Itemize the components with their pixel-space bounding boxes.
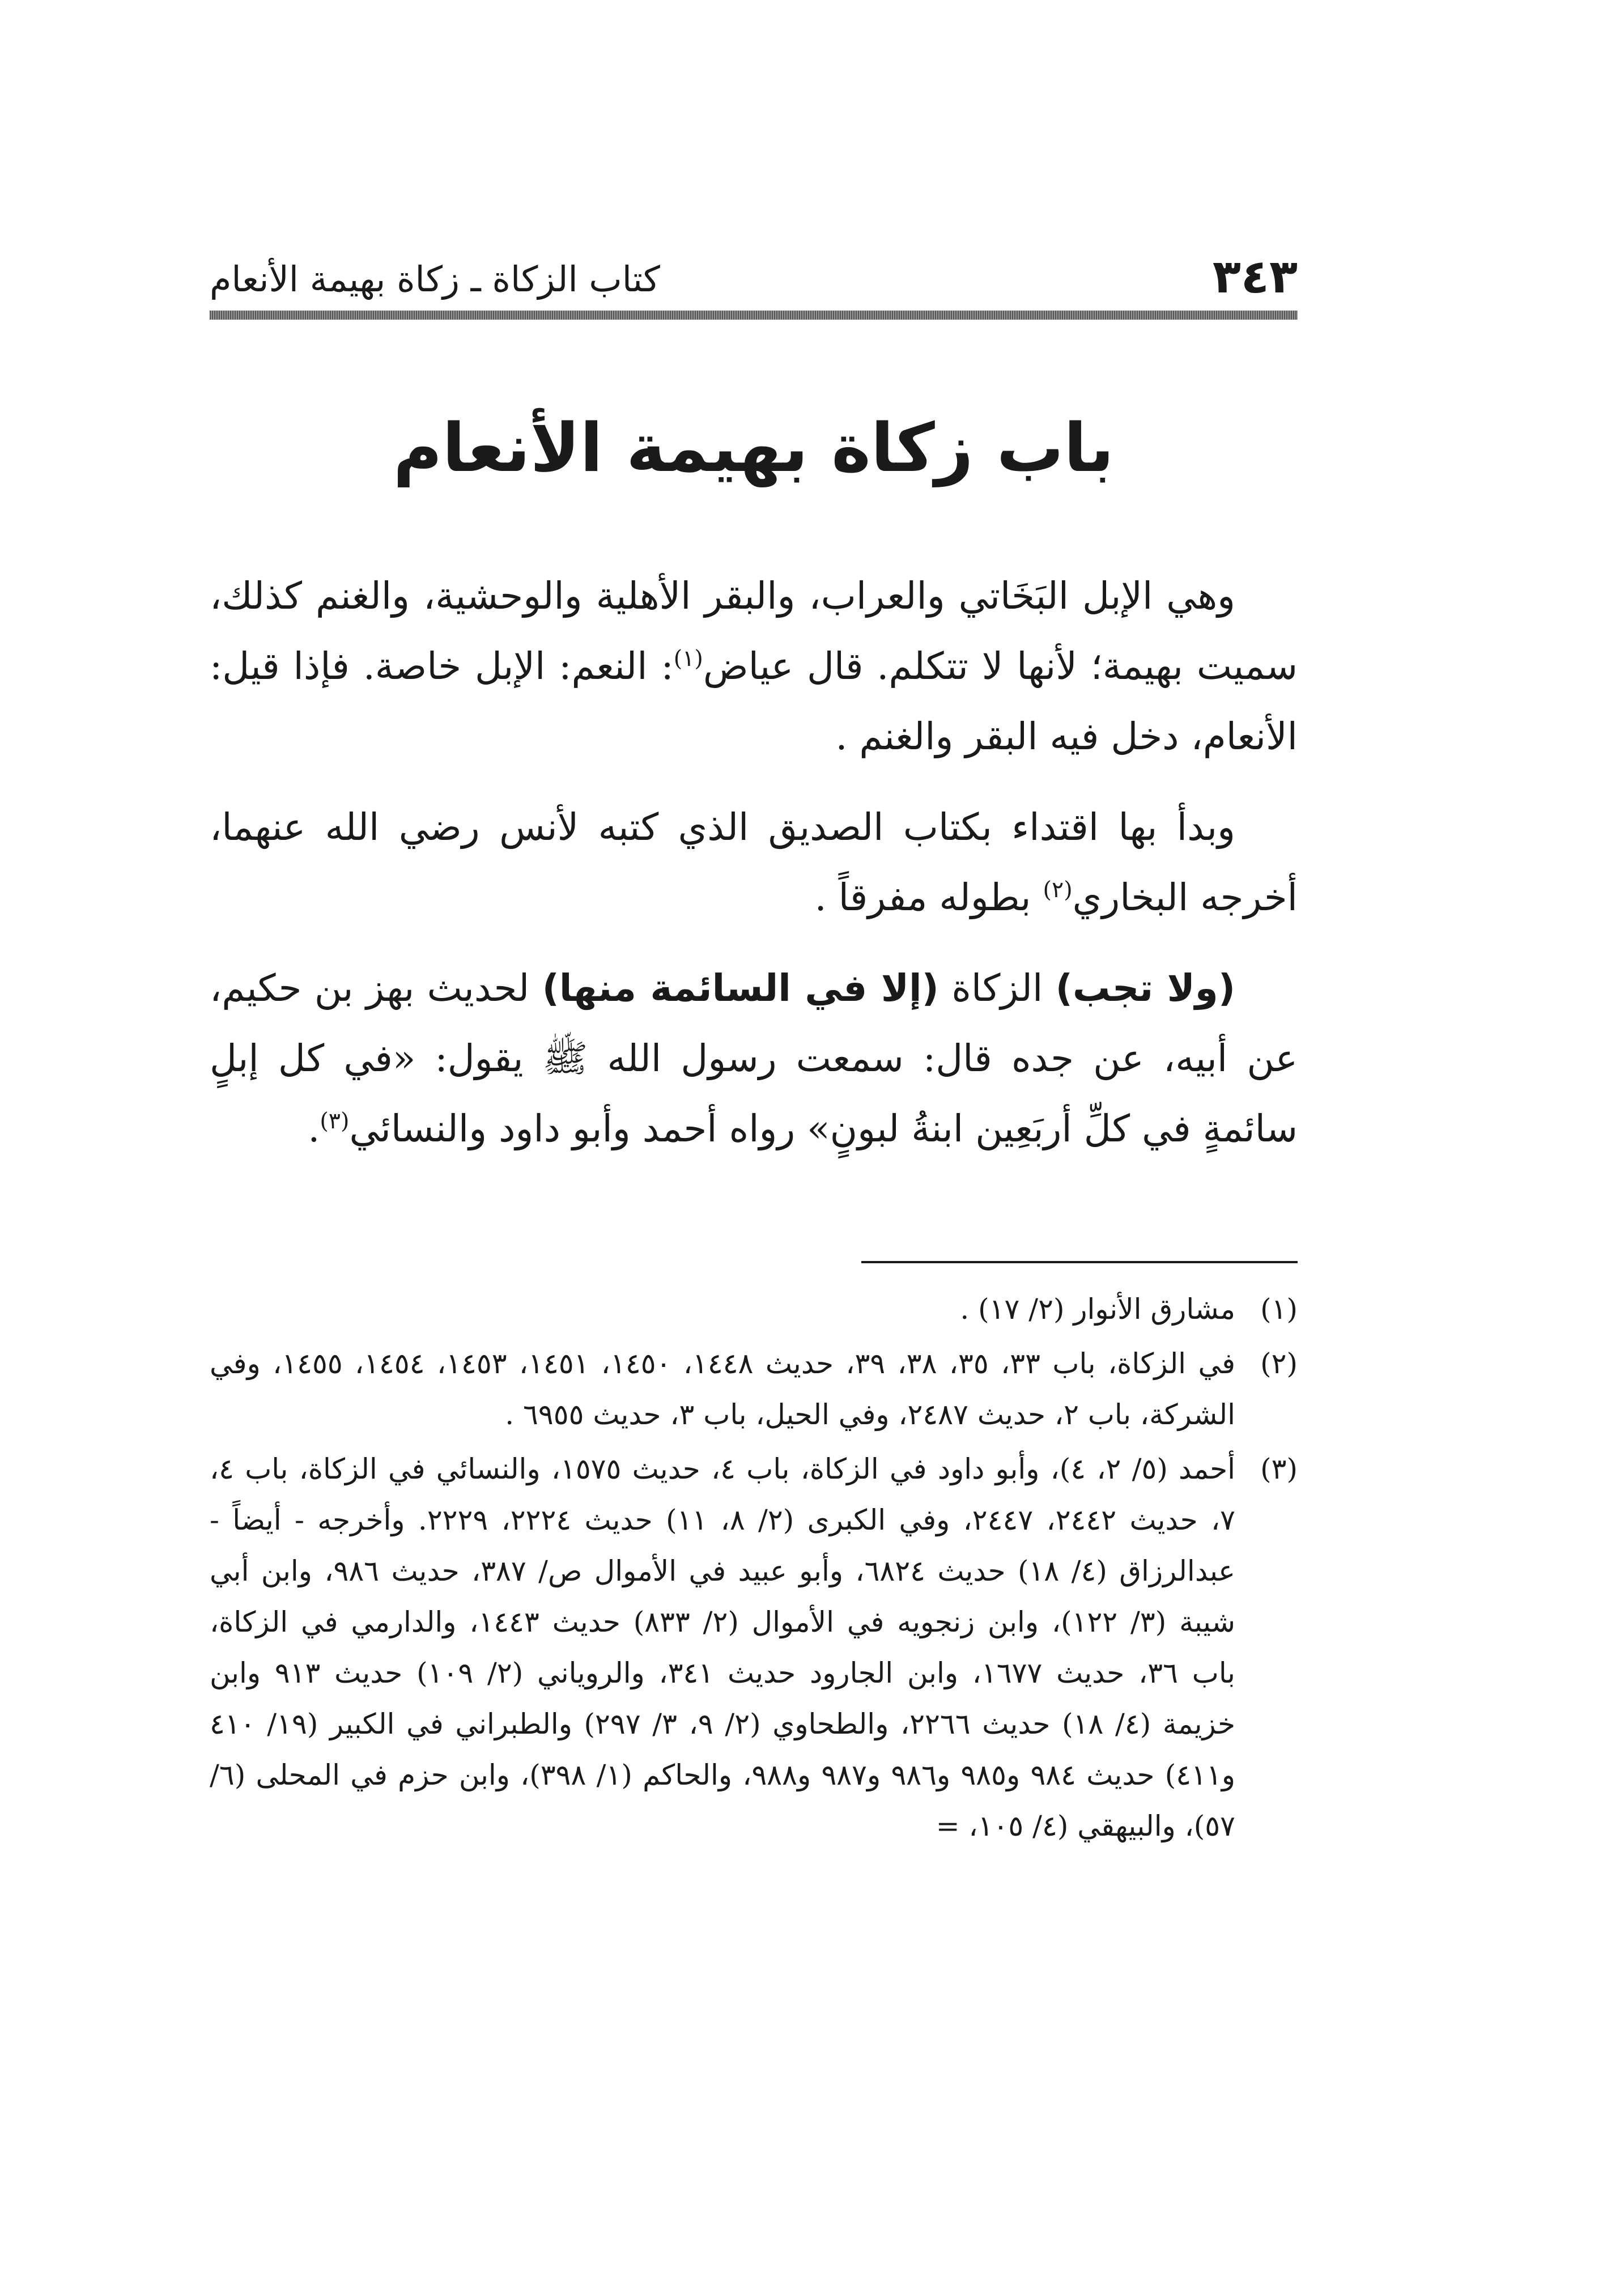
- matn-phrase-1: (ولا تجب): [1055, 966, 1235, 1010]
- body-text: [210, 561, 1298, 1184]
- footnote-ref-1: (١): [673, 646, 703, 672]
- paragraph-3: [210, 953, 1298, 1164]
- footnote-number: (٣): [1260, 1453, 1298, 1485]
- footnote-number: (٢): [1260, 1347, 1298, 1380]
- paragraph-1-text: وهي الإبل البَخَاتي والعراب، والبقر الأهلية والوحشية، والغنم كذلك، سميت بهيمة؛ لأنها لا تتكلم. قال عياض: [210, 574, 1298, 688]
- page-header: [210, 238, 1298, 304]
- footnote-text: أحمد (٥/ ٢، ٤)، وأبو داود في الزكاة، باب ٤، حديث ١٥٧٥، والنسائي في الزكاة، باب ٤، ٧، حديث ٢٤٤٢، ٢٤٤٧، وفي الكبرى (٢/ ٨، ١١) حديث ٢٢٢٤، ٢٢٢٩. وأخرجه - أيضاً - عبدالرزاق (٤/ ١٨) حديث ٦٨٢٤، وأبو عبيد في الأموال ص/ ٣٨٧، حديث ٩٨٦، وابن أبي شيبة (٣/ ١٢٢)، وابن زنجويه في الأموال (٢/ ٨٣٣) حديث ١٤٤٣، والدارمي في الزكاة، باب ٣٦، حديث ١٦٧٧، وابن الجارود حديث ٣٤١، والروياني (٢/ ١٠٩) حديث ٩١٣ وابن خزيمة (٤/ ١٨) حديث ٢٢٦٦، والطحاوي (٢/ ٩، ٣/ ٢٩٧) والطبراني في الكبير (١٩/ ٤١٠ و٤١١) حديث ٩٨٤ و٩٨٥ و٩٨٦ و٩٨٧ و٩٨٨، والحاكم (١/ ٣٩٨)، وابن حزم في المحلى (٦/ ٥٧)، والبيهقي (٤/ ١٠٥، =: [210, 1453, 1236, 1842]
- footnote-ref-2: (٢): [1043, 877, 1073, 903]
- paragraph-2-continuation: بطوله مفرقاً .: [814, 876, 1043, 919]
- footnote-item: [210, 1443, 1298, 1852]
- matn-phrase-2: (إلا في السائمة منها): [542, 966, 939, 1010]
- footnote-text: مشارق الأنوار (٢/ ١٧) .: [960, 1293, 1235, 1326]
- running-title: كتاب الزكاة ـ زكاة بهيمة الأنعام: [210, 258, 660, 300]
- footnote-separator: [861, 1261, 1298, 1263]
- footnote-number: (١): [1260, 1293, 1298, 1326]
- footnote-item: [210, 1338, 1298, 1440]
- paragraph-3-text-a: الزكاة: [938, 966, 1056, 1010]
- page-number: ٣٤٣: [1212, 250, 1298, 304]
- paragraph-1: [210, 561, 1298, 772]
- paragraph-1-continuation: : النعم: الإبل خاصة. فإذا قيل: الأنعام، دخل فيه البقر والغنم .: [210, 644, 1298, 758]
- footnote-text: في الزكاة، باب ٣٣، ٣٥، ٣٨، ٣٩، حديث ١٤٤٨، ١٤٥٠، ١٤٥١، ١٤٥٣، ١٤٥٤، ١٤٥٥، وفي الشركة، باب ٢، حديث ٢٤٨٧، وفي الحيل، باب ٣، حديث ٦٩٥٥ .: [210, 1347, 1236, 1431]
- paragraph-2: [210, 792, 1298, 933]
- footnote-ref-3: (٣): [320, 1108, 350, 1134]
- footnote-item: [210, 1284, 1298, 1335]
- paragraph-3-text-b: لحديث بهز بن حكيم، عن أبيه، عن جده قال: سمعت رسول الله ﷺ يقول: «في كل إبلٍ سائمةٍ في كلِّ أربَعِين ابنةُ لبونٍ» رواه أحمد وأبو داود والنسائي: [210, 966, 1298, 1150]
- paragraph-2-text: وبدأ بها اقتداء بكتاب الصديق الذي كتبه لأنس رضي الله عنهما، أخرجه البخاري: [210, 805, 1298, 919]
- footnotes: [210, 1284, 1298, 1855]
- header-rule: [210, 311, 1298, 320]
- paragraph-3-end: .: [308, 1107, 320, 1150]
- chapter-title: باب زكاة بهيمة الأنعام: [393, 409, 1114, 487]
